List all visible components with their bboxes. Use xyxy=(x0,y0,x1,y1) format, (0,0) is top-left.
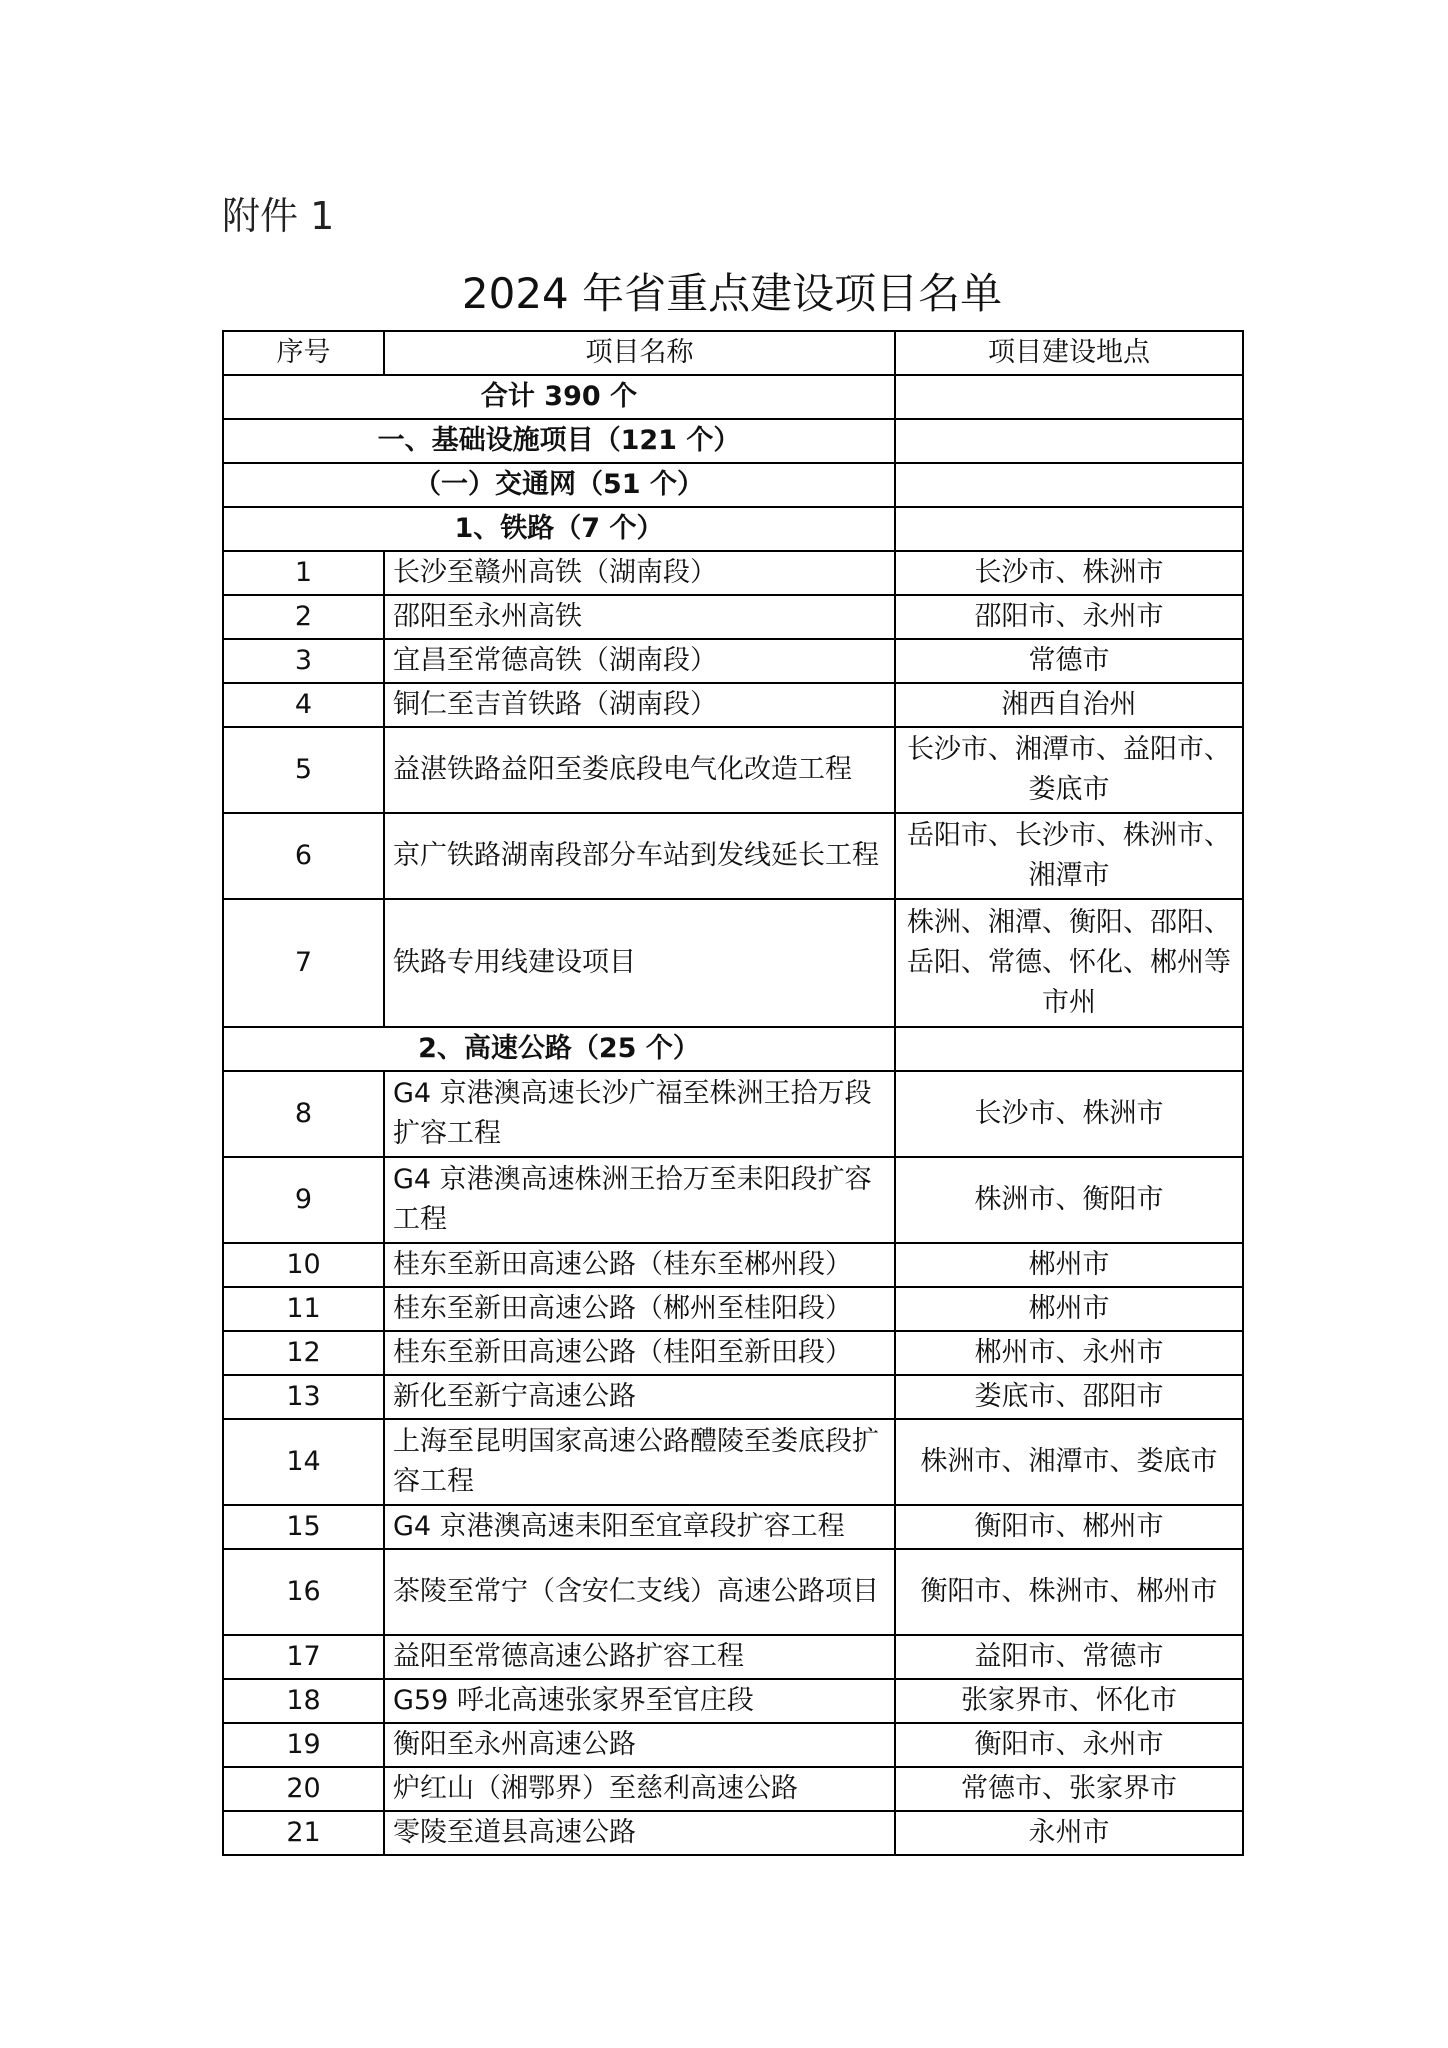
project-location: 衡阳市、郴州市 xyxy=(895,1505,1243,1549)
project-name: 茶陵至常宁（含安仁支线）高速公路项目 xyxy=(384,1549,895,1635)
table-group-row xyxy=(223,507,1243,551)
table-row xyxy=(223,683,1243,727)
project-location: 常德市 xyxy=(895,639,1243,683)
project-name: G59 呼北高速张家界至官庄段 xyxy=(384,1679,895,1723)
project-location: 岳阳市、长沙市、株洲市、湘潭市 xyxy=(895,813,1243,899)
row-number: 12 xyxy=(223,1331,384,1375)
project-location: 长沙市、湘潭市、益阳市、娄底市 xyxy=(895,727,1243,813)
project-location: 株洲市、衡阳市 xyxy=(895,1157,1243,1243)
project-name: G4 京港澳高速株洲王拾万至耒阳段扩容工程 xyxy=(384,1157,895,1243)
project-name: 桂东至新田高速公路（桂东至郴州段） xyxy=(384,1243,895,1287)
table-row xyxy=(223,1071,1243,1157)
row-number: 9 xyxy=(223,1157,384,1243)
row-number: 3 xyxy=(223,639,384,683)
project-location: 株洲市、湘潭市、娄底市 xyxy=(895,1419,1243,1505)
table-row xyxy=(223,1419,1243,1505)
row-number: 19 xyxy=(223,1723,384,1767)
project-name: 铁路专用线建设项目 xyxy=(384,899,895,1027)
row-number: 14 xyxy=(223,1419,384,1505)
group-location-empty xyxy=(895,419,1243,463)
group-title: 1、铁路（7 个） xyxy=(223,507,895,551)
project-location: 郴州市 xyxy=(895,1287,1243,1331)
group-location-empty xyxy=(895,375,1243,419)
table-group-row xyxy=(223,463,1243,507)
table-row xyxy=(223,1723,1243,1767)
row-number: 2 xyxy=(223,595,384,639)
project-name: 衡阳至永州高速公路 xyxy=(384,1723,895,1767)
project-name: 长沙至赣州高铁（湖南段） xyxy=(384,551,895,595)
group-title: 一、基础设施项目（121 个） xyxy=(223,419,895,463)
row-number: 7 xyxy=(223,899,384,1027)
project-name: 京广铁路湖南段部分车站到发线延长工程 xyxy=(384,813,895,899)
document-title: 2024 年省重点建设项目名单 xyxy=(461,269,1003,318)
group-title: 合计 390 个 xyxy=(223,375,895,419)
project-name: 宜昌至常德高铁（湖南段） xyxy=(384,639,895,683)
row-number: 11 xyxy=(223,1287,384,1331)
project-name: 炉红山（湘鄂界）至慈利高速公路 xyxy=(384,1767,895,1811)
project-location: 长沙市、株洲市 xyxy=(895,1071,1243,1157)
table-body xyxy=(223,375,1243,1855)
project-name: G4 京港澳高速长沙广福至株洲王拾万段扩容工程 xyxy=(384,1071,895,1157)
project-location: 永州市 xyxy=(895,1811,1243,1855)
row-number: 21 xyxy=(223,1811,384,1855)
group-title: （一）交通网（51 个） xyxy=(223,463,895,507)
row-number: 13 xyxy=(223,1375,384,1419)
project-name: 桂东至新田高速公路（桂阳至新田段） xyxy=(384,1331,895,1375)
project-location: 娄底市、邵阳市 xyxy=(895,1375,1243,1419)
project-name: 益湛铁路益阳至娄底段电气化改造工程 xyxy=(384,727,895,813)
table-group-row xyxy=(223,419,1243,463)
table-row xyxy=(223,1811,1243,1855)
row-number: 4 xyxy=(223,683,384,727)
table-row xyxy=(223,727,1243,813)
project-location: 株洲、湘潭、衡阳、邵阳、岳阳、常德、怀化、郴州等市州 xyxy=(895,899,1243,1027)
project-name: 上海至昆明国家高速公路醴陵至娄底段扩容工程 xyxy=(384,1419,895,1505)
table-row xyxy=(223,813,1243,899)
project-location: 衡阳市、株洲市、郴州市 xyxy=(895,1549,1243,1635)
table-row xyxy=(223,1549,1243,1635)
table-row xyxy=(223,1505,1243,1549)
project-location: 郴州市、永州市 xyxy=(895,1331,1243,1375)
project-name: 邵阳至永州高铁 xyxy=(384,595,895,639)
table-row xyxy=(223,1243,1243,1287)
table-group-row xyxy=(223,375,1243,419)
attachment-label: 附件 1 xyxy=(222,194,335,238)
table-row xyxy=(223,639,1243,683)
column-header-project-name: 项目名称 xyxy=(384,331,895,375)
table-row xyxy=(223,899,1243,1027)
group-location-empty xyxy=(895,463,1243,507)
project-name: 桂东至新田高速公路（郴州至桂阳段） xyxy=(384,1287,895,1331)
project-location: 长沙市、株洲市 xyxy=(895,551,1243,595)
row-number: 18 xyxy=(223,1679,384,1723)
project-location: 常德市、张家界市 xyxy=(895,1767,1243,1811)
table-row xyxy=(223,1331,1243,1375)
table-header-row xyxy=(223,331,1243,375)
project-location: 湘西自治州 xyxy=(895,683,1243,727)
table-row xyxy=(223,1375,1243,1419)
table-row xyxy=(223,1767,1243,1811)
column-header-location: 项目建设地点 xyxy=(895,331,1243,375)
project-location: 郴州市 xyxy=(895,1243,1243,1287)
project-name: 铜仁至吉首铁路（湖南段） xyxy=(384,683,895,727)
table-row xyxy=(223,551,1243,595)
project-location: 张家界市、怀化市 xyxy=(895,1679,1243,1723)
row-number: 15 xyxy=(223,1505,384,1549)
group-location-empty xyxy=(895,507,1243,551)
group-title: 2、高速公路（25 个） xyxy=(223,1027,895,1071)
project-table xyxy=(222,330,1244,1856)
row-number: 17 xyxy=(223,1635,384,1679)
table-row xyxy=(223,1287,1243,1331)
table-group-row xyxy=(223,1027,1243,1071)
table-row xyxy=(223,1157,1243,1243)
table-row xyxy=(223,1679,1243,1723)
project-name: 新化至新宁高速公路 xyxy=(384,1375,895,1419)
project-location: 邵阳市、永州市 xyxy=(895,595,1243,639)
project-name: 零陵至道县高速公路 xyxy=(384,1811,895,1855)
row-number: 5 xyxy=(223,727,384,813)
row-number: 6 xyxy=(223,813,384,899)
row-number: 8 xyxy=(223,1071,384,1157)
row-number: 20 xyxy=(223,1767,384,1811)
table-row xyxy=(223,1635,1243,1679)
row-number: 16 xyxy=(223,1549,384,1635)
project-name: G4 京港澳高速耒阳至宜章段扩容工程 xyxy=(384,1505,895,1549)
group-location-empty xyxy=(895,1027,1243,1071)
table-row xyxy=(223,595,1243,639)
project-name: 益阳至常德高速公路扩容工程 xyxy=(384,1635,895,1679)
project-location: 衡阳市、永州市 xyxy=(895,1723,1243,1767)
project-location: 益阳市、常德市 xyxy=(895,1635,1243,1679)
row-number: 10 xyxy=(223,1243,384,1287)
row-number: 1 xyxy=(223,551,384,595)
column-header-number: 序号 xyxy=(223,331,384,375)
